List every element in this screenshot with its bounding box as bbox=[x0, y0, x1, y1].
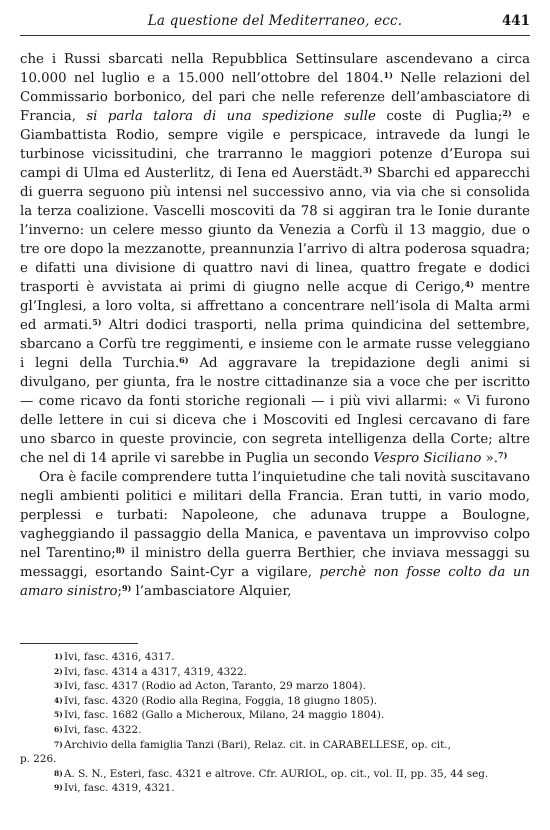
footnote-text: p. 226. bbox=[20, 753, 57, 766]
italic-run: perchè non fosse colto da un amaro sinistro bbox=[20, 565, 530, 599]
footnote-marker: 7) bbox=[498, 450, 508, 460]
footnote bbox=[20, 708, 530, 723]
footnotes bbox=[20, 650, 530, 796]
footnote bbox=[20, 781, 530, 796]
footnote-number: 9) bbox=[54, 783, 63, 793]
footnote bbox=[20, 767, 530, 782]
text-run: Sbarchi ed apparecchi di guerra seguono più intensi nel successivo anno, via via che si consolida la terza coalizione. Vascelli moscoviti da 78 si aggiran tra le Ionie durante l’inverno: un celere messo giunto da Venezia a Corfù il 13 maggio, due o tre ore dopo la mezzanotte, preannunzia l’arrivo di altra poderosa squadra; e difatti una divisione di quattro navi di linea, quattro fregate e dodici trasporti è avvistata ai primi di giugno nelle acque di Cerigo, bbox=[20, 166, 531, 295]
text-run: ; bbox=[117, 584, 122, 599]
footnote-marker: 5) bbox=[92, 317, 102, 327]
footnote-marker: 8) bbox=[115, 545, 126, 555]
footnote-marker: 9) bbox=[121, 583, 132, 593]
italic-run: Vespro Siciliano bbox=[373, 451, 482, 466]
text-run: il ministro della guerra Berthier, che inviava messaggi su messaggi, esortando Saint-Cyr a vigilare, bbox=[20, 546, 530, 580]
footnote-number: 1) bbox=[54, 652, 63, 661]
paragraph-1 bbox=[20, 50, 530, 468]
italic-run: si parla talora di una spedizione sulle bbox=[86, 109, 376, 124]
footnote-marker: 1) bbox=[383, 70, 393, 80]
footnote bbox=[20, 650, 530, 665]
footnote-text: Ivi, fasc. 1682 (Gallo a Micheroux, Milano, 24 maggio 1804). bbox=[64, 709, 385, 722]
footnote-number: 3) bbox=[54, 681, 63, 691]
footnote-text: Ivi, fasc. 4317 (Rodio ad Acton, Taranto, 29 marzo 1804). bbox=[64, 680, 366, 693]
page-header bbox=[20, 13, 530, 36]
footnote-text: Ivi, fasc. 4316, 4317. bbox=[64, 651, 175, 663]
running-title: La questione del Mediterraneo, ecc. bbox=[147, 13, 403, 29]
footnote-number: 4) bbox=[54, 695, 63, 705]
footnote bbox=[20, 665, 530, 680]
text-run: che i Russi sbarcati nella Repubblica Settinsulare ascendevano a circa 10.000 nel luglio e a 15.000 nell’ottobre del 1804. bbox=[20, 52, 530, 86]
text-run: Nelle relazioni del Commissario borbonico, del pari che nelle referenze dell’ambasciatore di Francia, bbox=[20, 71, 530, 124]
footnote-marker: 6) bbox=[179, 355, 189, 365]
text-run: e Giambattista Rodio, sempre vigile e perspicace, intravede da lungi le turbinose vicissitudini, che trarranno le maggiori potenze d’Europa sui campi di Ulma ed Austerlitz, di Iena ed Auerstädt. bbox=[20, 109, 530, 181]
text-run: ». bbox=[481, 451, 499, 466]
footnote bbox=[20, 738, 530, 753]
footnote-marker: 3) bbox=[362, 165, 373, 175]
page-number: 441 bbox=[501, 13, 530, 29]
footnote-separator bbox=[20, 643, 138, 644]
footnote-number: 2) bbox=[54, 666, 63, 676]
text-run: Altri dodici trasporti, nella prima quindicina del settembre, sbarcano a Corfù tre reggimenti, e insieme con le armate russe veleggiano i legni della Turchia. bbox=[20, 318, 530, 371]
footnote-text: Ivi, fasc. 4314 a 4317, 4319, 4322. bbox=[64, 665, 247, 678]
footnote-text: A. S. N., Esteri, fasc. 4321 e altrove. Cfr. AURIOL, op. cit., vol. II, pp. 35, 44 seg. bbox=[64, 767, 489, 780]
footnote-text: Ivi, fasc. 4320 (Rodio alla Regina, Foggia, 18 giugno 1805). bbox=[64, 694, 378, 707]
footnote bbox=[20, 723, 530, 738]
text-run: l’ambasciatore Alquier, bbox=[131, 584, 292, 599]
footnote-marker: 4) bbox=[464, 279, 474, 289]
footnote-number: 7) bbox=[54, 739, 63, 749]
footnote-number: 5) bbox=[54, 710, 63, 720]
footnote-continuation bbox=[20, 752, 530, 767]
footnote-marker: 2) bbox=[502, 108, 512, 118]
footnote-number: 8) bbox=[54, 768, 63, 778]
paragraph-2 bbox=[20, 468, 530, 601]
footnote-text: Ivi, fasc. 4319, 4321. bbox=[64, 782, 175, 795]
text-run: mentre gl’Inglesi, a loro volta, si affrettano a concentrare nell’isola di Malta armi ed armati. bbox=[20, 280, 531, 333]
footnote bbox=[20, 694, 530, 709]
footnote-text: Ivi, fasc. 4322. bbox=[64, 723, 142, 736]
footnote bbox=[20, 679, 530, 694]
footnote-number: 6) bbox=[54, 724, 63, 734]
text-run: coste di Puglia; bbox=[375, 109, 503, 124]
text-run: Ora è facile comprendere tutta l’inquietudine che tali novità suscitavano negli ambienti politici e militari della Francia. Eran tutti, in vario modo, perplessi e turbati: Napoleone, che adunava truppe a Boulogne, vagheggiando il passaggio della Manica, e paventava un improvviso colpo nel Tarentino; bbox=[20, 470, 530, 561]
main-text bbox=[20, 50, 530, 601]
text-run: Ad aggravare la trepidazione degli animi si divulgano, per giunta, fra le nostre cittadinanze sia a voce che per iscritto — come ricavo da fonti storiche regionali — i più vivi allarmi: « Vi furono delle lettere in cui si diceva che i Moscoviti ed Inglesi cercavano di fare uno sbarco in queste provincie, con segreta intelligenza della Corte; altre che nel di 14 aprile vi sarebbe in Puglia un secondo bbox=[20, 356, 530, 466]
footnote-text: Archivio della famiglia Tanzi (Bari), Relaz. cit. in CARABELLESE, op. cit., bbox=[64, 738, 451, 751]
